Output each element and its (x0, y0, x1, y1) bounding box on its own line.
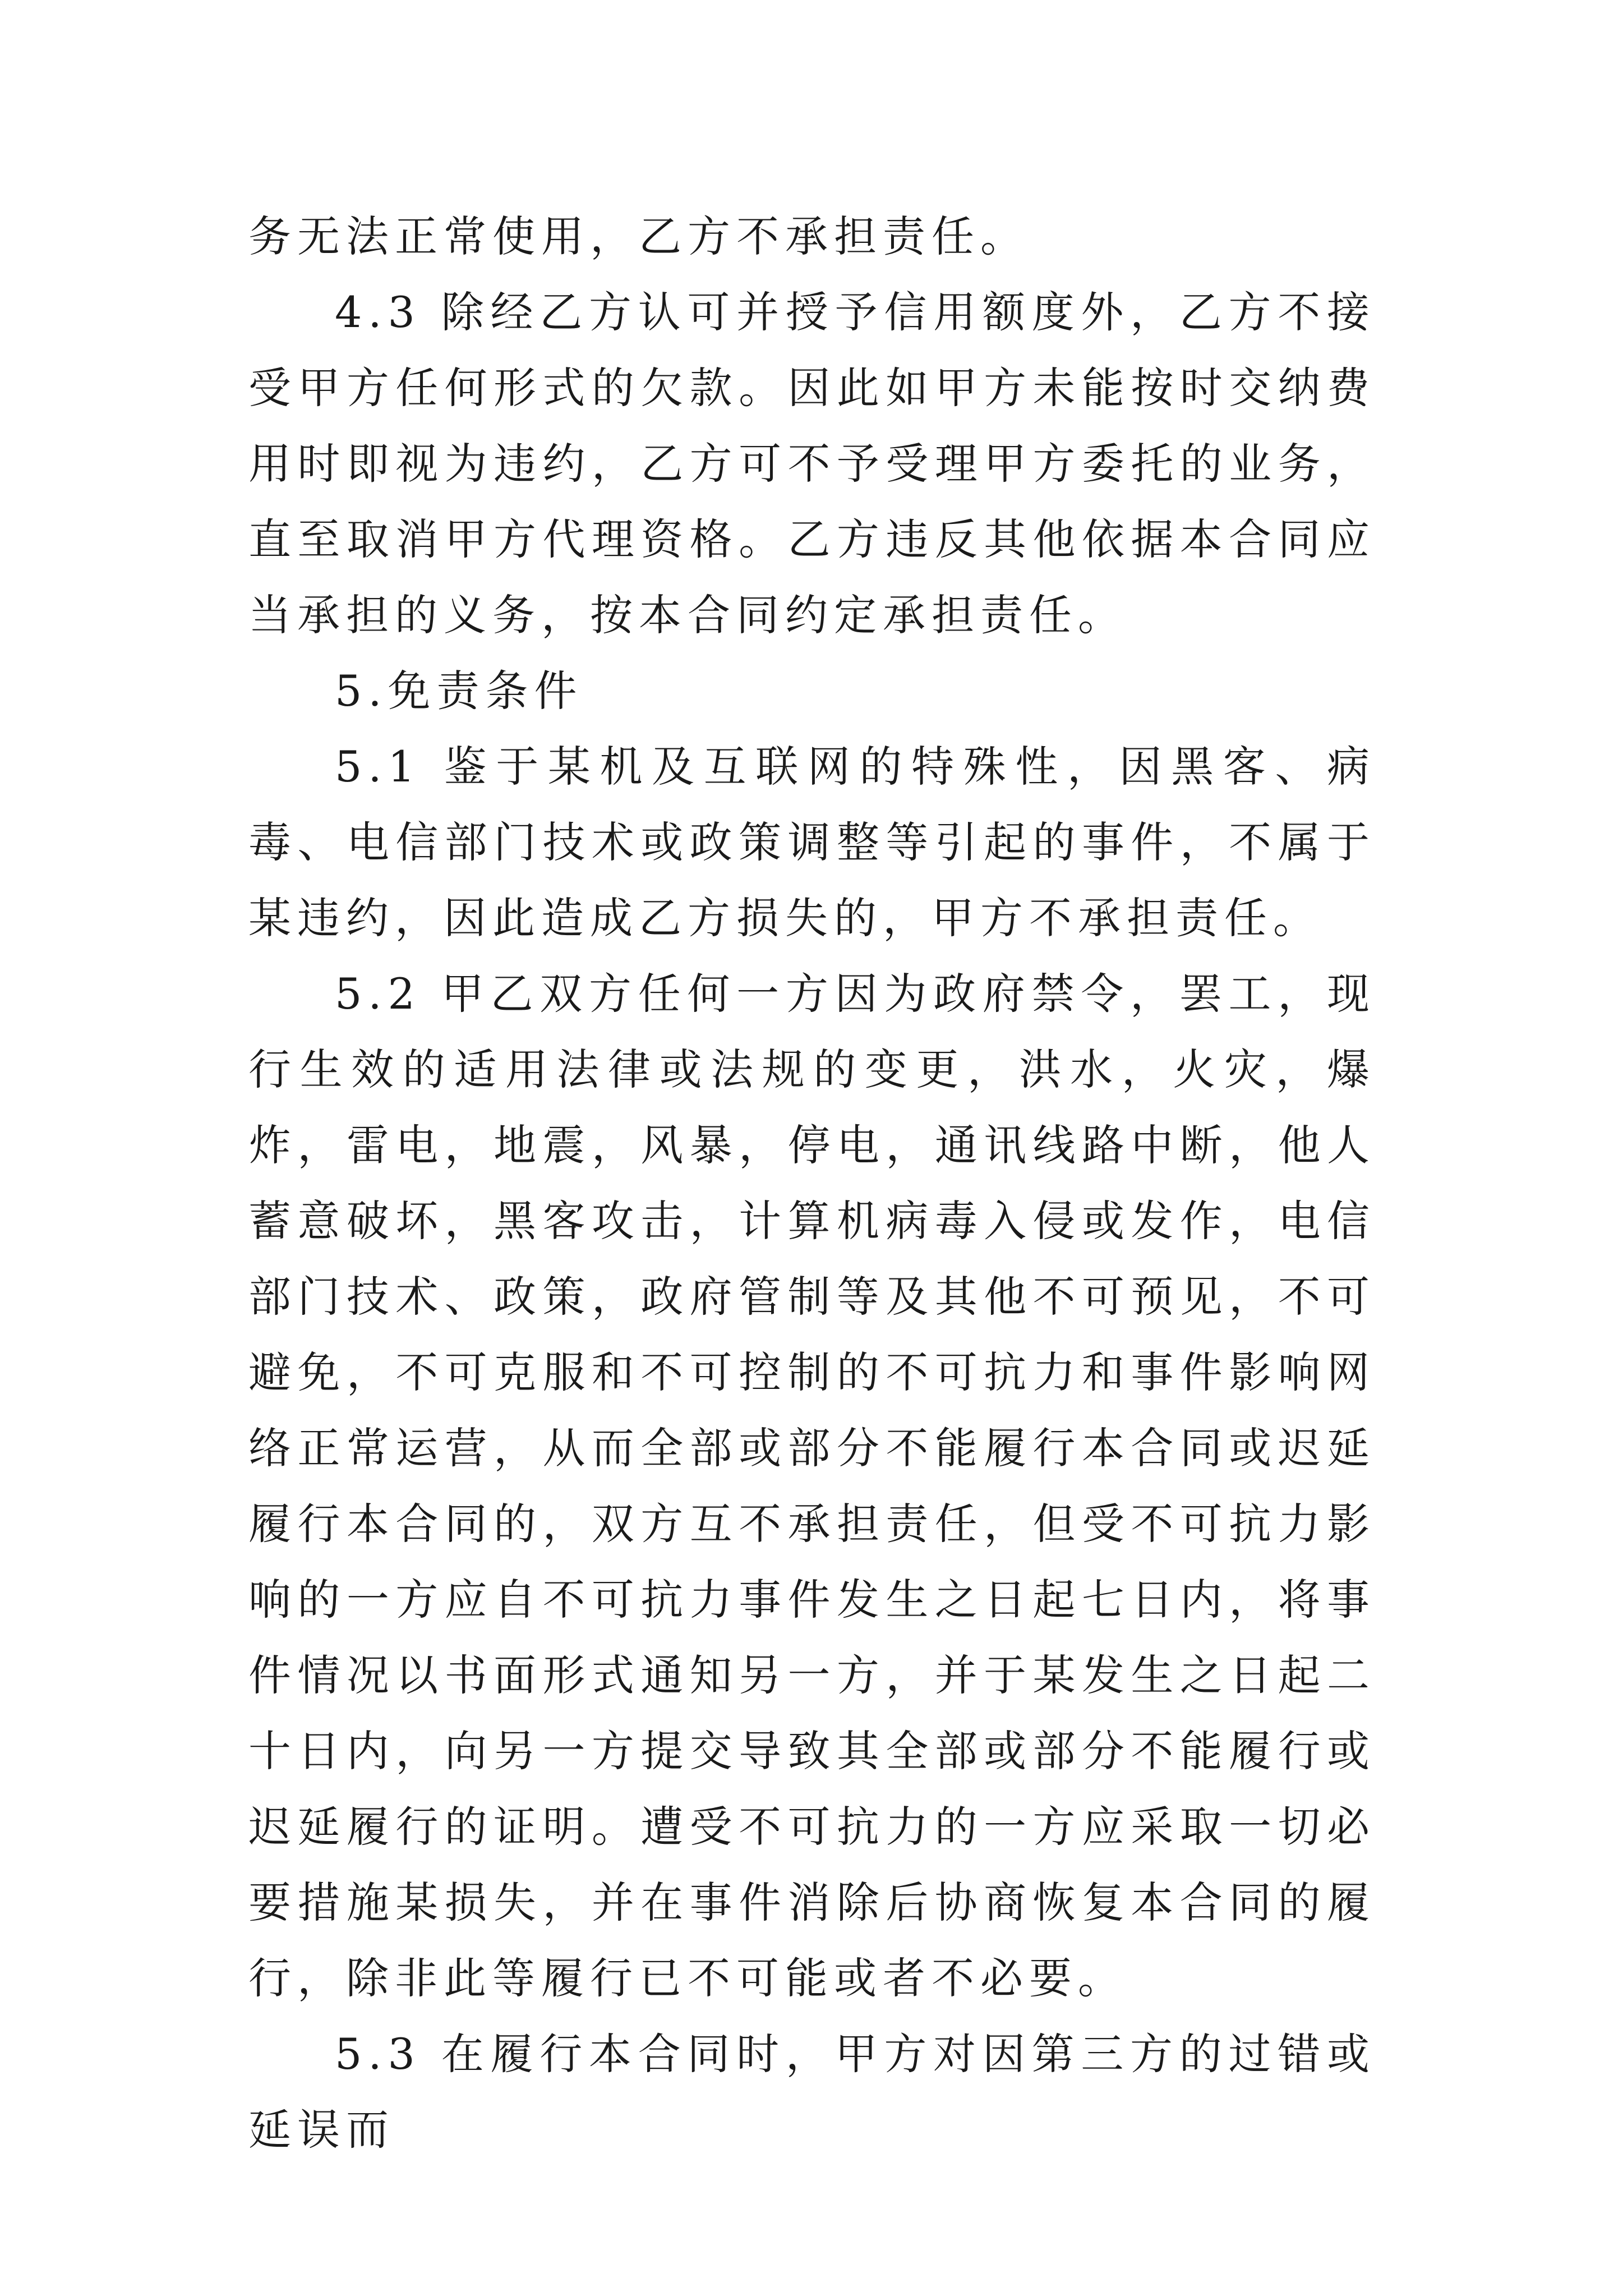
paragraph-clause-4-3: 4.3 除经乙方认可并授予信用额度外，乙方不接受甲方任何形式的欠款。因此如甲方未能按时交纳费用时即视为违约，乙方可不予受理甲方委托的业务，直至取消甲方代理资格。乙方违反其他依据本合同应当承担的义务，按本合同约定承担责任。 (248, 287, 1376, 640)
paragraph-clause-5-3: 5.3 在履行本合同时，甲方对因第三方的过错或延误而 (248, 2029, 1376, 2155)
paragraph-clause-5-1: 5.1 鉴于某机及互联网的特殊性，因黑客、病毒、电信部门技术或政策调整等引起的事件，不属于某违约，因此造成乙方损失的，甲方不承担责任。 (248, 742, 1376, 943)
paragraph-continuation: 务无法正常使用，乙方不承担责任。 (248, 211, 1029, 261)
paragraph-clause-5-2: 5.2 甲乙双方任何一方因为政府禁令，罢工，现行生效的适用法律或法规的变更，洪水，火灾，爆炸，雷电，地震，风暴，停电，通讯线路中断，他人蓄意破坏，黑客攻击，计算机病毒入侵或发作，电信部门技术、政策，政府管制等及其他不可预见，不可避免，不可克服和不可控制的不可抗力和事件影响网络正常运营，从而全部或部分不能履行本合同或迟延履行本合同的，双方互不承担责任，但受不可抗力影响的一方应自不可抗力事件发生之日起七日内，将事件情况以书面形式通知另一方，并于某发生之日起二十日内，向另一方提交导致其全部或部分不能履行或迟延履行的证明。遭受不可抗力的一方应采取一切必要措施某损失，并在事件消除后协商恢复本合同的履行，除非此等履行已不可能或者不必要。 (248, 969, 1376, 2003)
section-heading-5: 5.免责条件 (335, 666, 583, 716)
document-body (248, 199, 1376, 2168)
